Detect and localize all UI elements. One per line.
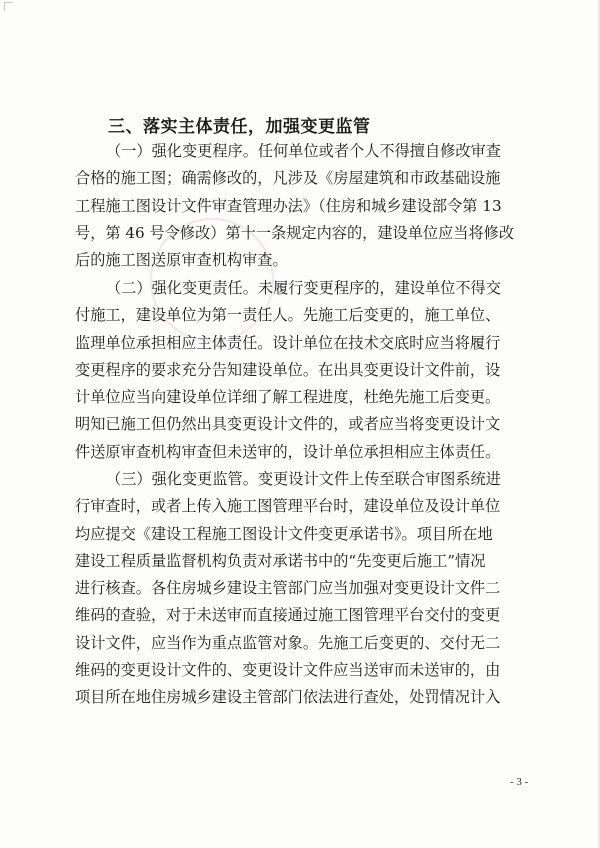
section-heading: 三、落实主体责任，加强变更监管 [108,117,371,137]
paragraph-line: 计单位应当向建设单位详细了解工程进度，杜绝先施工后变更。 [75,388,501,407]
paragraph-line: 监理单位承担相应主体责任。设计单位在技术交底时应当将履行 [75,333,501,352]
paragraph-line: 件送原审查机构审查但未送审的，设计单位承担相应主体责任。 [75,442,501,461]
paragraph-line: （三）强化变更监管。变更设计文件上传至联合审图系统进 [106,470,501,488]
paragraph-line: 建设工程质量监督机构负责对承诺书中的“先变更后施工”情况 [75,551,486,570]
paragraph-line: （一）强化变更程序。任何单位或者个人不得擅自修改审查 [106,142,501,160]
page-number: - 3 - [510,776,529,788]
paragraph-line: （二）强化变更责任。未履行变更程序的，建设单位不得交 [106,279,501,297]
paragraph-line: 合格的施工图；确需修改的，凡涉及《房屋建筑和市政基础设施 [75,169,501,188]
paragraph-line: 付施工，建设单位为第一责任人。先施工后变更的，施工单位、 [75,306,501,325]
paragraph-3 [75,466,523,712]
paragraph-line: 进行核查。各住房城乡建设主管部门应当加强对变更设计文件二 [75,579,501,598]
paragraph-line: 后的施工图送原审查机构审查。 [75,251,288,270]
paragraph-line: 设计文件，应当作为重点监管对象。先施工后变更的、交付无二 [75,633,501,652]
paragraph-line: 明知已施工但仍然出具变更设计文件的，或者应当将变更设计文 [75,415,501,434]
paragraph-line: 项目所在地住房城乡建设主管部门依法进行查处，处罚情况计入 [75,688,501,707]
paragraph-1 [75,138,523,274]
paragraph-line: 号，第 46 号令修改）第十一条规定内容的，建设单位应当将修改 [75,223,515,242]
paragraph-line: 工程施工图设计文件审查管理办法》（住房和城乡建设部令第 13 [75,196,502,215]
paragraph-line: 行审查时，或者上传入施工图管理平台时，建设单位及设计单位 [75,497,501,516]
paragraph-line: 维码的变更设计文件的、变更设计文件应当送审而未送审的，由 [75,661,501,680]
paragraph-line: 变更程序的要求充分告知建设单位。在出具变更设计文件前，设 [75,360,501,379]
scan-corner-mark [4,2,13,11]
paragraph-line: 均应提交《建设工程施工图设计文件变更承诺书》。项目所在地 [75,524,493,543]
paragraph-line: 维码的查验，对于未送审而直接通过施工图管理平台交付的变更 [75,606,501,625]
paragraph-2 [75,275,523,466]
